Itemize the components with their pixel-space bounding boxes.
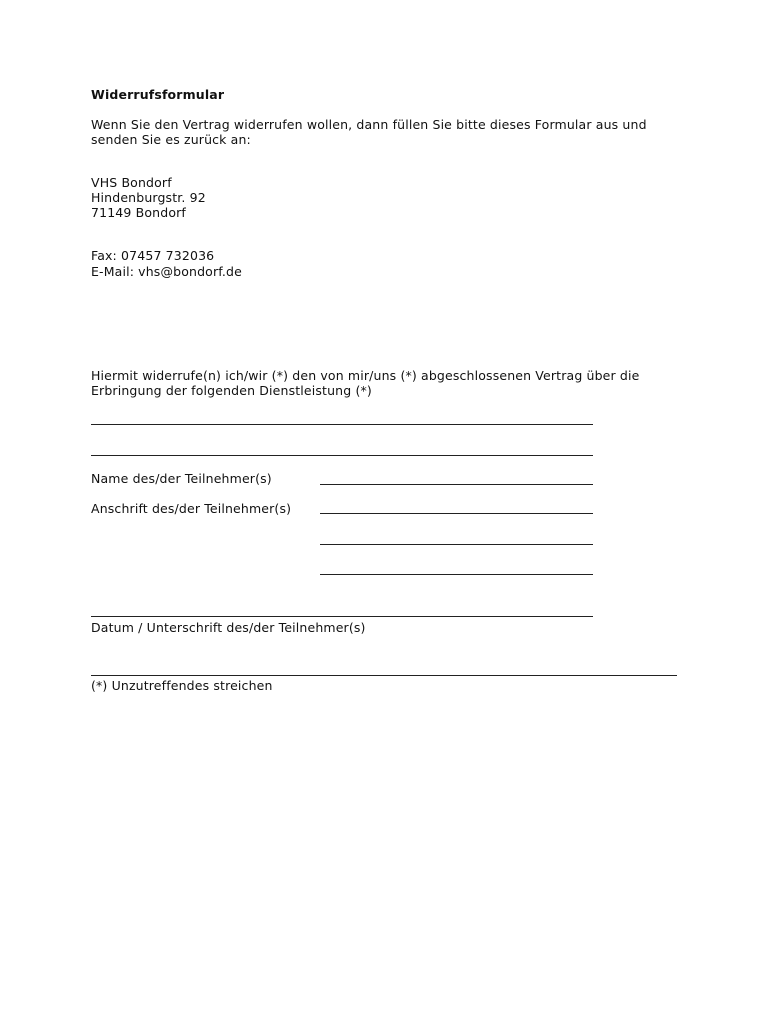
address-line-1: VHS Bondorf [91, 175, 172, 190]
address-blank-line-1 [320, 513, 593, 514]
address-line-2: Hindenburgstr. 92 [91, 190, 206, 205]
footnote-separator [91, 675, 677, 676]
declaration-line-1: Hiermit widerrufe(n) ich/wir (*) den von mir/uns (*) abgeschlossenen Vertrag über die [91, 368, 640, 383]
email-line: E-Mail: vhs@bondorf.de [91, 264, 242, 279]
service-blank-line-2 [91, 455, 593, 456]
form-title: Widerrufsformular [91, 87, 225, 102]
name-label: Name des/der Teilnehmer(s) [91, 471, 272, 486]
address-line-3: 71149 Bondorf [91, 205, 186, 220]
signature-label: Datum / Unterschrift des/der Teilnehmer(s) [91, 620, 366, 635]
address-blank-line-2 [320, 544, 593, 545]
name-blank-line [320, 484, 593, 485]
footnote: (*) Unzutreffendes streichen [91, 678, 273, 693]
address-label: Anschrift des/der Teilnehmer(s) [91, 501, 292, 516]
signature-blank-line [91, 616, 593, 617]
address-blank-line-3 [320, 574, 593, 575]
intro-line-2: senden Sie es zurück an: [91, 132, 251, 147]
declaration-line-2: Erbringung der folgenden Dienstleistung (*) [91, 383, 372, 398]
intro-line-1: Wenn Sie den Vertrag widerrufen wollen, dann füllen Sie bitte dieses Formular aus und [91, 117, 647, 132]
service-blank-line-1 [91, 424, 593, 425]
fax-line: Fax: 07457 732036 [91, 248, 215, 263]
